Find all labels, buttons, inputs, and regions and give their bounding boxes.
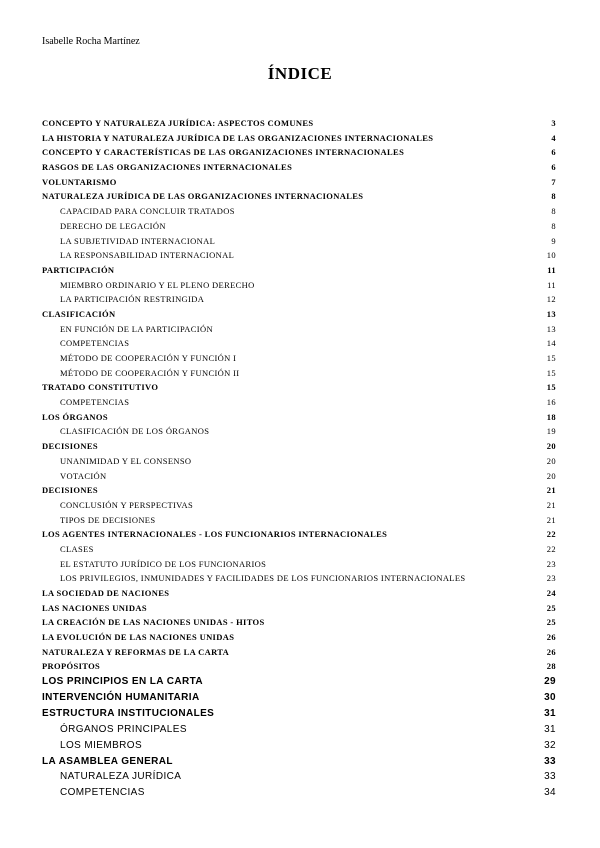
toc-entry-label: LOS PRINCIPIOS EN LA CARTA bbox=[42, 676, 203, 688]
toc-entry-page: 15 bbox=[546, 353, 556, 363]
toc-entry-label: UNANIMIDAD Y EL CONSENSO bbox=[60, 455, 192, 466]
toc-subentry[interactable] bbox=[42, 278, 556, 293]
toc-entry-label: COMPETENCIAS bbox=[60, 397, 130, 408]
toc-entry-label: LA SOCIEDAD DE NACIONES bbox=[42, 588, 170, 598]
toc-entry-label: LOS MIEMBROS bbox=[60, 739, 143, 751]
toc-entry-label: RASGOS DE LAS ORGANIZACIONES INTERNACIONALES bbox=[42, 162, 293, 173]
toc-entry-page: 4 bbox=[551, 132, 556, 143]
toc-entry-label: PARTICIPACIÓN bbox=[42, 264, 115, 275]
toc-entry[interactable] bbox=[42, 439, 556, 454]
toc-entry-page: 11 bbox=[547, 279, 556, 290]
toc-entry-label: TRATADO CONSTITUTIVO bbox=[42, 382, 159, 393]
toc-entry[interactable] bbox=[42, 410, 556, 425]
toc-entry-label: CLASES bbox=[60, 543, 94, 554]
toc-entry-page: 26 bbox=[546, 646, 556, 657]
page-title: ÍNDICE bbox=[267, 64, 333, 83]
toc-entry[interactable] bbox=[42, 483, 556, 498]
toc-entry-page: 11 bbox=[547, 264, 556, 275]
toc-entry-page: 19 bbox=[546, 426, 556, 437]
toc-entry-label: CONCLUSIÓN Y PERSPECTIVAS bbox=[60, 499, 194, 510]
toc-entry[interactable] bbox=[42, 175, 556, 190]
toc-entry-page: 31 bbox=[544, 723, 556, 735]
toc-entry-label: ÓRGANOS PRINCIPALES bbox=[60, 723, 187, 735]
toc-entry-page: 10 bbox=[546, 250, 556, 261]
toc-subentry[interactable] bbox=[42, 498, 556, 513]
toc-subentry[interactable] bbox=[42, 722, 556, 738]
toc-subentry[interactable] bbox=[42, 571, 556, 586]
toc-entry-page: 20 bbox=[546, 455, 556, 466]
toc-entry-label: DECISIONES bbox=[42, 485, 98, 496]
toc-subentry[interactable] bbox=[42, 366, 556, 381]
toc-entry-page: 8 bbox=[551, 220, 556, 231]
toc-entry-page: 21 bbox=[546, 499, 556, 510]
toc-subentry[interactable] bbox=[42, 424, 556, 439]
toc-entry-label: ESTRUCTURA INSTITUCIONALES bbox=[42, 707, 215, 719]
toc-entry-page: 8 bbox=[551, 206, 556, 217]
toc-entry-label: DERECHO DE LEGACIÓN bbox=[60, 220, 166, 231]
toc-entry-page: 29 bbox=[544, 676, 556, 688]
toc-entry-label: MIEMBRO ORDINARIO Y EL PLENO DERECHO bbox=[60, 279, 255, 290]
toc-entry[interactable] bbox=[42, 527, 556, 542]
toc-entry-label: LA CREACIÓN DE LAS NACIONES UNIDAS - HITOS bbox=[42, 617, 265, 628]
toc-entry[interactable] bbox=[42, 706, 556, 722]
toc-entry-label: LA HISTORIA Y NATURALEZA JURÍDICA DE LAS ORGANIZACIONES INTERNACIONALES bbox=[42, 132, 434, 143]
toc-entry[interactable] bbox=[42, 754, 556, 770]
toc-entry-label: LA SUBJETIVIDAD INTERNACIONAL bbox=[60, 235, 216, 246]
toc-entry-label: NATURALEZA Y REFORMAS DE LA CARTA bbox=[42, 646, 230, 657]
toc-entry-page: 25 bbox=[546, 617, 556, 628]
toc-entry-label: LAS NACIONES UNIDAS bbox=[42, 602, 147, 613]
toc-entry[interactable] bbox=[42, 189, 556, 204]
toc-entry-page: 20 bbox=[546, 470, 556, 481]
toc-entry-page: 13 bbox=[546, 323, 556, 334]
toc-subentry[interactable] bbox=[42, 234, 556, 249]
toc-entry-label: LOS PRIVILEGIOS, INMUNIDADES Y FACILIDADES DE LOS FUNCIONARIOS INTERNACIONALES bbox=[60, 573, 466, 584]
toc-entry-page: 20 bbox=[546, 441, 556, 452]
toc-subentry[interactable] bbox=[42, 219, 556, 234]
toc-entry[interactable] bbox=[42, 601, 556, 616]
toc-entry-page: 24 bbox=[546, 588, 556, 598]
toc-entry-page: 15 bbox=[546, 367, 556, 378]
toc-entry[interactable] bbox=[42, 630, 556, 645]
toc-entry-label: LA ASAMBLEA GENERAL bbox=[42, 755, 173, 767]
toc-entry-page: 22 bbox=[546, 529, 556, 540]
toc-entry-page: 12 bbox=[546, 294, 556, 305]
toc-entry-page: 31 bbox=[544, 707, 556, 719]
toc-entry[interactable] bbox=[42, 263, 556, 278]
toc-entry[interactable] bbox=[42, 615, 556, 630]
toc-entry-label: NATURALEZA JURÍDICA DE LAS ORGANIZACIONES INTERNACIONALES bbox=[42, 191, 364, 202]
toc-entry-page: 30 bbox=[544, 692, 556, 704]
toc-entry[interactable] bbox=[42, 586, 556, 601]
toc-entry-label: CONCEPTO Y NATURALEZA JURÍDICA: ASPECTOS COMUNES bbox=[42, 118, 314, 128]
toc-subentry[interactable] bbox=[42, 248, 556, 263]
author-header: Isabelle Rocha Martínez bbox=[42, 36, 140, 47]
toc-entry-page: 13 bbox=[546, 308, 556, 319]
toc-entry-label: DECISIONES bbox=[42, 441, 98, 452]
toc-entry-label: EL ESTATUTO JURÍDICO DE LOS FUNCIONARIOS bbox=[60, 558, 267, 569]
toc-entry-label: CLASIFICACIÓN DE LOS ÓRGANOS bbox=[60, 426, 210, 437]
toc-entry-label: VOTACIÓN bbox=[60, 470, 107, 481]
toc-entry-page: 14 bbox=[546, 338, 556, 349]
toc-entry-page: 32 bbox=[544, 739, 556, 751]
table-of-contents bbox=[42, 116, 556, 801]
toc-entry-label: LA RESPONSABILIDAD INTERNACIONAL bbox=[60, 250, 235, 261]
toc-entry-page: 6 bbox=[551, 162, 556, 173]
toc-entry-page: 26 bbox=[546, 632, 556, 643]
toc-subentry[interactable] bbox=[42, 542, 556, 557]
toc-entry-label: COMPETENCIAS bbox=[60, 787, 145, 799]
toc-entry-page: 25 bbox=[546, 602, 556, 613]
toc-subentry[interactable] bbox=[42, 557, 556, 572]
toc-entry-page: 7 bbox=[551, 176, 556, 187]
toc-entry-page: 6 bbox=[551, 147, 556, 158]
toc-subentry[interactable] bbox=[42, 454, 556, 469]
toc-entry-page: 18 bbox=[546, 411, 556, 422]
toc-entry-page: 16 bbox=[546, 397, 556, 408]
toc-entry-page: 33 bbox=[544, 771, 556, 783]
toc-subentry[interactable] bbox=[42, 351, 556, 366]
toc-subentry[interactable] bbox=[42, 469, 556, 484]
toc-entry-page: 9 bbox=[551, 235, 556, 246]
toc-entry-page: 33 bbox=[544, 755, 556, 767]
toc-subentry[interactable] bbox=[42, 204, 556, 219]
toc-entry-page: 28 bbox=[546, 661, 556, 672]
toc-subentry[interactable] bbox=[42, 769, 556, 785]
toc-entry[interactable] bbox=[42, 307, 556, 322]
toc-entry-label: MÉTODO DE COOPERACIÓN Y FUNCIÓN I bbox=[60, 353, 237, 363]
toc-entry-label: MÉTODO DE COOPERACIÓN Y FUNCIÓN II bbox=[60, 367, 240, 378]
toc-entry[interactable] bbox=[42, 160, 556, 175]
toc-entry-page: 21 bbox=[546, 485, 556, 496]
toc-entry-page: 3 bbox=[551, 118, 556, 128]
toc-entry-label: LOS AGENTES INTERNACIONALES - LOS FUNCIONARIOS INTERNACIONALES bbox=[42, 529, 388, 540]
toc-subentry[interactable] bbox=[42, 395, 556, 410]
toc-entry[interactable] bbox=[42, 674, 556, 690]
toc-entry-label: LOS ÓRGANOS bbox=[42, 411, 108, 422]
toc-subentry[interactable] bbox=[42, 336, 556, 351]
toc-entry-page: 8 bbox=[551, 191, 556, 202]
toc-entry-label: CLASIFICACIÓN bbox=[42, 308, 116, 319]
toc-entry-label: TIPOS DE DECISIONES bbox=[60, 514, 156, 525]
toc-entry[interactable] bbox=[42, 645, 556, 660]
toc-entry-label: LA PARTICIPACIÓN RESTRINGIDA bbox=[60, 294, 205, 305]
toc-entry-page: 23 bbox=[546, 558, 556, 569]
toc-entry-page: 21 bbox=[546, 514, 556, 525]
toc-entry-label: VOLUNTARISMO bbox=[42, 176, 117, 187]
toc-entry-label: EN FUNCIÓN DE LA PARTICIPACIÓN bbox=[60, 323, 213, 334]
toc-subentry[interactable] bbox=[42, 292, 556, 307]
toc-entry-label: INTERVENCIÓN HUMANITARIA bbox=[42, 692, 200, 704]
toc-entry[interactable] bbox=[42, 131, 556, 146]
toc-entry-page: 22 bbox=[546, 543, 556, 554]
toc-entry[interactable] bbox=[42, 690, 556, 706]
toc-entry-label: LA EVOLUCIÓN DE LAS NACIONES UNIDAS bbox=[42, 632, 235, 643]
toc-entry-page: 15 bbox=[546, 382, 556, 393]
toc-subentry[interactable] bbox=[42, 322, 556, 337]
toc-entry-label: COMPETENCIAS bbox=[60, 338, 130, 349]
toc-entry-label: CAPACIDAD PARA CONCLUIR TRATADOS bbox=[60, 206, 235, 217]
toc-subentry[interactable] bbox=[42, 738, 556, 754]
toc-entry-page: 23 bbox=[546, 573, 556, 584]
toc-entry-label: CONCEPTO Y CARACTERÍSTICAS DE LAS ORGANIZACIONES INTERNACIONALES bbox=[42, 147, 405, 158]
toc-subentry[interactable] bbox=[42, 785, 556, 801]
toc-entry[interactable] bbox=[42, 145, 556, 160]
toc-entry[interactable] bbox=[42, 659, 556, 674]
toc-subentry[interactable] bbox=[42, 513, 556, 528]
toc-entry-page: 34 bbox=[544, 787, 556, 799]
toc-entry-label: NATURALEZA JURÍDICA bbox=[60, 771, 182, 783]
toc-entry-label: PROPÓSITOS bbox=[42, 661, 101, 672]
toc-entry[interactable] bbox=[42, 116, 556, 131]
toc-entry[interactable] bbox=[42, 380, 556, 395]
